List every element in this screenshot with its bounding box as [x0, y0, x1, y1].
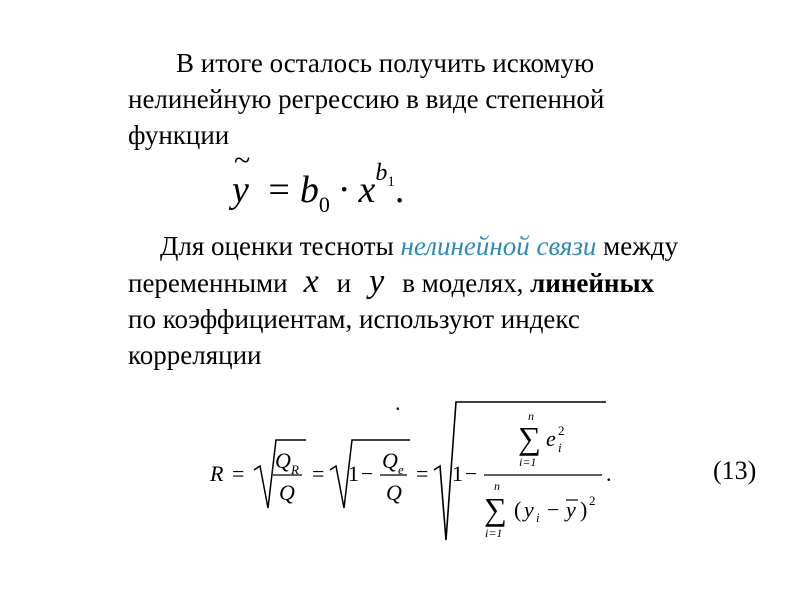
e-square: 2 — [558, 423, 565, 438]
sigma-1: ∑ — [518, 420, 541, 456]
e-subscript: e — [398, 462, 404, 477]
b1-exponent: b1 — [375, 160, 395, 190]
sigma-2: ∑ — [484, 491, 507, 527]
one-2: 1 — [452, 461, 463, 486]
y-tilde: ~ y — [232, 144, 251, 211]
sum-lower-2: i=1 — [485, 526, 503, 540]
b0-coefficient: $b_0$ — [299, 169, 330, 217]
minus-3: − — [547, 497, 560, 522]
one-1: 1 — [348, 461, 359, 486]
variable-x: x — [303, 263, 319, 300]
equals-2: = — [312, 461, 325, 486]
equation-number: (13) — [713, 456, 757, 485]
variable-y: y — [369, 263, 385, 300]
left-paren: ( — [514, 497, 522, 522]
intro-line-3: функции — [128, 120, 230, 150]
intro-line-1: В итоге осталось получить искомую — [176, 48, 595, 78]
bold-linear: линейных — [530, 268, 655, 298]
Q-numerator-1: Q — [275, 448, 291, 473]
sum-lower-1: i=1 — [519, 455, 537, 469]
multiply-dot: · — [337, 169, 351, 211]
right-paren: ) — [580, 497, 588, 522]
body-line-1: Для оценки тесноты нелинейной связи между — [160, 231, 679, 261]
y-index: i — [536, 510, 540, 525]
conjunction: и — [336, 268, 352, 298]
formula-period-2: . — [606, 461, 612, 486]
paren-square: 2 — [589, 493, 596, 508]
R-subscript: R — [291, 462, 299, 477]
equals-1: = — [232, 461, 245, 486]
y-i-term: y — [524, 497, 534, 522]
formula-period: . — [394, 169, 405, 211]
minus-2: − — [465, 461, 478, 486]
e-index: i — [558, 440, 562, 455]
sum-upper-n-2: n — [494, 479, 500, 493]
nonlinear-link-text: нелинейной связи — [400, 231, 597, 261]
equals-3: = — [416, 461, 429, 486]
e-term: e — [546, 426, 556, 451]
correlation-formula-group — [209, 402, 612, 540]
body-line-3: по коэффициентам, используют индекс — [128, 304, 580, 334]
Q-denominator-1: Q — [279, 480, 295, 505]
R-symbol: R — [210, 461, 224, 486]
stray-dot: . — [395, 390, 401, 415]
y-mean: y — [566, 497, 576, 522]
x-base: x — [358, 169, 376, 211]
intro-line-2: нелинейную регрессию в виде степенной — [128, 84, 605, 114]
Q-denominator-2: Q — [386, 480, 402, 505]
minus-1: − — [361, 461, 374, 486]
equals-sign: = — [268, 169, 290, 211]
body-line-4: корреляции — [128, 340, 262, 370]
Q-numerator-2: Q — [382, 448, 398, 473]
sum-upper-n-1: n — [528, 409, 534, 423]
body-line-2: переменными x и y в моделях, линейных — [128, 263, 655, 300]
